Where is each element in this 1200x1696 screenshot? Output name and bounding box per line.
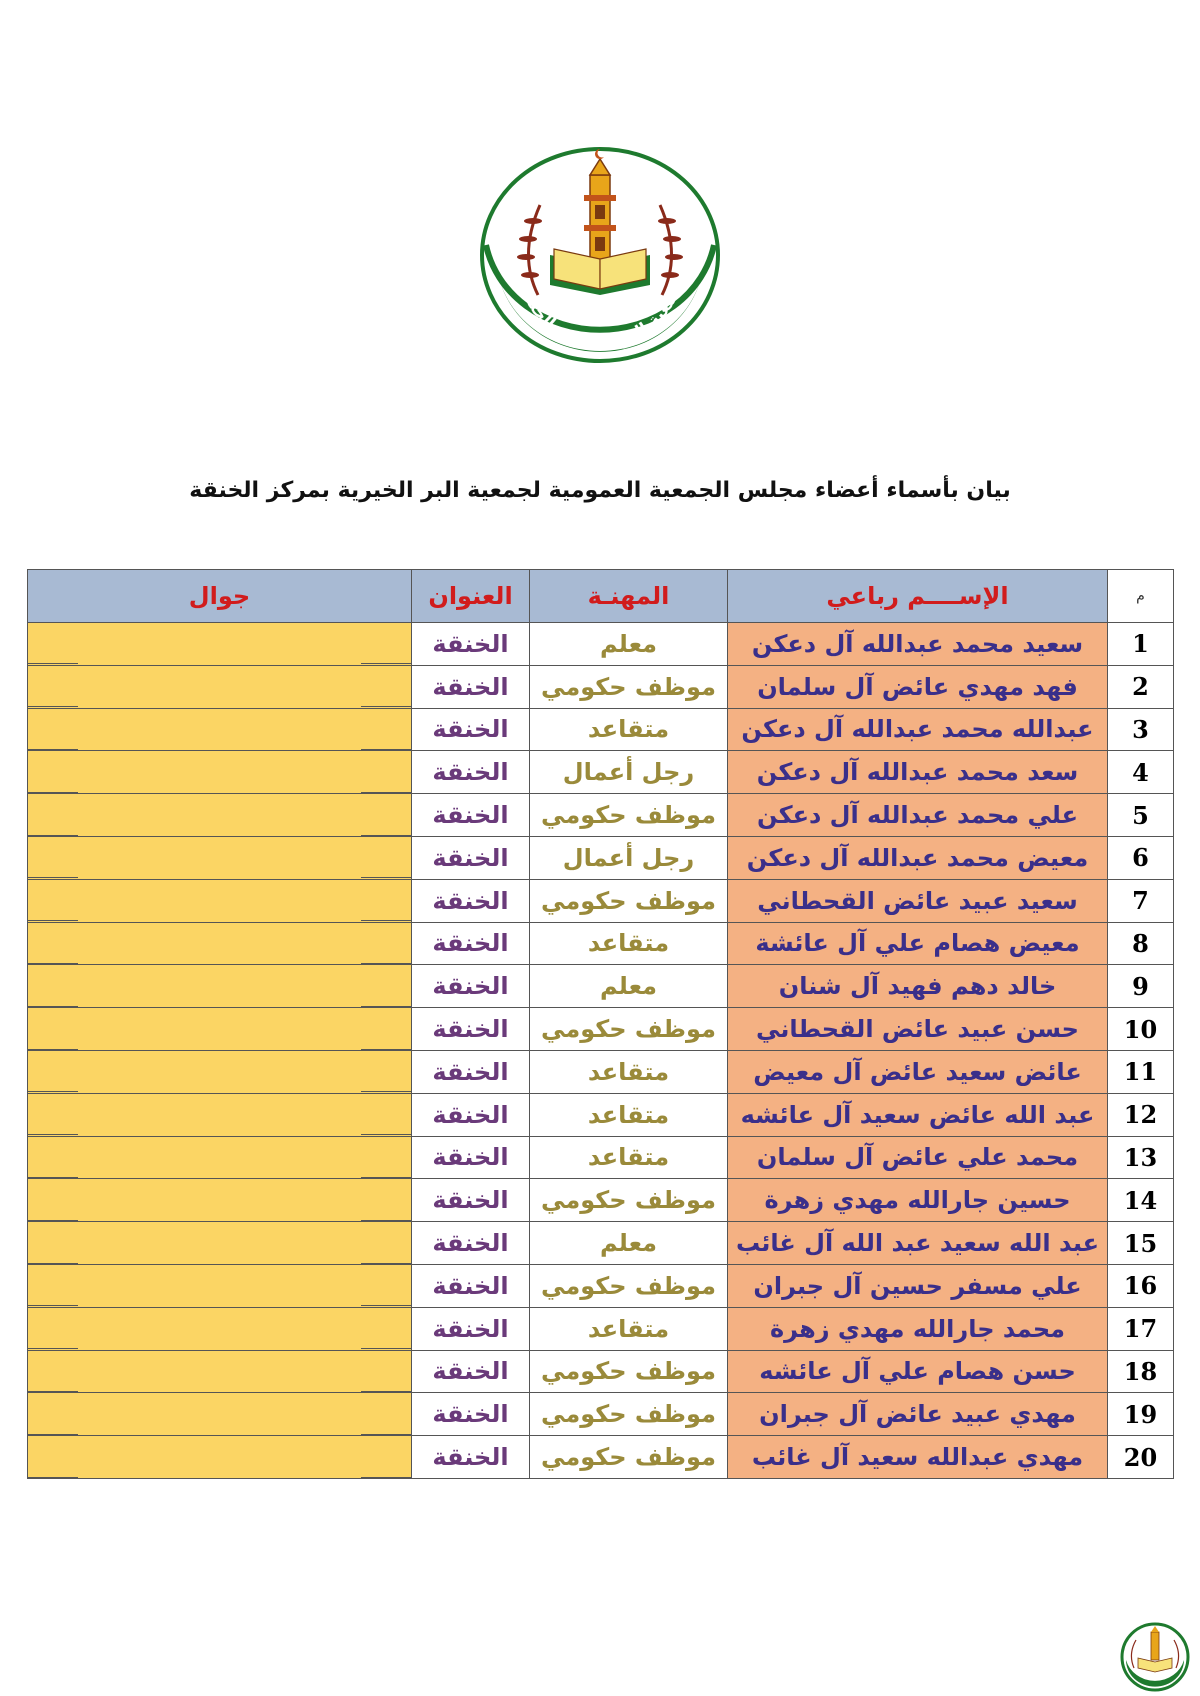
member-phone: [28, 836, 412, 879]
table-row: [28, 1008, 1174, 1051]
member-job: متقاعد: [530, 1136, 728, 1179]
row-number: 1: [1108, 623, 1174, 666]
row-number: 8: [1108, 922, 1174, 965]
row-number: 3: [1108, 708, 1174, 751]
member-address: الخنقة: [412, 836, 530, 879]
row-number: 12: [1108, 1093, 1174, 1136]
row-number: 20: [1108, 1436, 1174, 1479]
table-row: [28, 1179, 1174, 1222]
member-phone: [28, 665, 412, 708]
member-name: علي مسفر حسين آل جبران: [728, 1264, 1108, 1307]
row-number: 11: [1108, 1050, 1174, 1093]
member-phone: [28, 1307, 412, 1350]
member-address: الخنقة: [412, 1093, 530, 1136]
member-address: الخنقة: [412, 1222, 530, 1265]
member-address: الخنقة: [412, 1136, 530, 1179]
table-header-row: [28, 570, 1174, 623]
member-job: موظف حكومي: [530, 1436, 728, 1479]
row-number: 5: [1108, 794, 1174, 837]
table-row: [28, 1136, 1174, 1179]
member-phone: [28, 1050, 412, 1093]
row-number: 6: [1108, 836, 1174, 879]
logo-arc-text: جمعية البر الخيرية بالخنقة: [515, 280, 686, 353]
table-row: [28, 1307, 1174, 1350]
member-address: الخنقة: [412, 1307, 530, 1350]
member-address: الخنقة: [412, 1264, 530, 1307]
header-phone: جوال: [28, 570, 412, 623]
table-row: [28, 1350, 1174, 1393]
row-number: 9: [1108, 965, 1174, 1008]
row-number: 2: [1108, 665, 1174, 708]
member-address: الخنقة: [412, 623, 530, 666]
member-address: الخنقة: [412, 1008, 530, 1051]
member-job: موظف حكومي: [530, 794, 728, 837]
member-name: سعيد محمد عبدالله آل دعكن: [728, 623, 1108, 666]
member-name: حسين جارالله مهدي زهرة: [728, 1179, 1108, 1222]
member-phone: [28, 1350, 412, 1393]
table-row: [28, 1436, 1174, 1479]
member-address: الخنقة: [412, 922, 530, 965]
member-phone: [28, 922, 412, 965]
member-phone: [28, 1264, 412, 1307]
table-row: [28, 794, 1174, 837]
member-job: معلم: [530, 1222, 728, 1265]
row-number: 15: [1108, 1222, 1174, 1265]
member-phone: [28, 1393, 412, 1436]
row-number: 7: [1108, 879, 1174, 922]
member-job: رجل أعمال: [530, 836, 728, 879]
member-address: الخنقة: [412, 708, 530, 751]
member-phone: [28, 1136, 412, 1179]
member-name: خالد دهم فهيد آل شنان: [728, 965, 1108, 1008]
table-row: [28, 836, 1174, 879]
member-address: الخنقة: [412, 1350, 530, 1393]
table-row: [28, 708, 1174, 751]
table-row: [28, 1264, 1174, 1307]
member-address: الخنقة: [412, 1179, 530, 1222]
document-title: بيان بأسماء أعضاء مجلس الجمعية العمومية لجمعية البر الخيرية بمركز الخنقة: [189, 478, 1011, 503]
member-name: سعيد عبيد عائض القحطاني: [728, 879, 1108, 922]
members-table: [27, 569, 1174, 1479]
row-number: 10: [1108, 1008, 1174, 1051]
row-number: 14: [1108, 1179, 1174, 1222]
member-job: موظف حكومي: [530, 1008, 728, 1051]
member-phone: [28, 1222, 412, 1265]
header-number: م: [1108, 570, 1174, 623]
member-address: الخنقة: [412, 965, 530, 1008]
member-address: الخنقة: [412, 1050, 530, 1093]
member-name: معيض هصام علي آل عائشة: [728, 922, 1108, 965]
member-job: معلم: [530, 965, 728, 1008]
member-name: معيض محمد عبدالله آل دعكن: [728, 836, 1108, 879]
table-row: [28, 623, 1174, 666]
member-name: عبد الله سعيد عبد الله آل غائب: [728, 1222, 1108, 1265]
member-name: عبدالله محمد عبدالله آل دعكن: [728, 708, 1108, 751]
table-row: [28, 1393, 1174, 1436]
member-name: حسن هصام علي آل عائشه: [728, 1350, 1108, 1393]
member-name: علي محمد عبدالله آل دعكن: [728, 794, 1108, 837]
member-job: موظف حكومي: [530, 1350, 728, 1393]
member-address: الخنقة: [412, 751, 530, 794]
header-name: الإســــم رباعي: [728, 570, 1108, 623]
member-job: موظف حكومي: [530, 1179, 728, 1222]
member-phone: [28, 879, 412, 922]
member-phone: [28, 1008, 412, 1051]
member-phone: [28, 1436, 412, 1479]
member-name: محمد جارالله مهدي زهرة: [728, 1307, 1108, 1350]
member-name: فهد مهدي عائض آل سلمان: [728, 665, 1108, 708]
member-name: مهدي عبدالله سعيد آل غائب: [728, 1436, 1108, 1479]
member-address: الخنقة: [412, 879, 530, 922]
footer-logo: [1120, 1622, 1190, 1692]
member-job: موظف حكومي: [530, 1393, 728, 1436]
header-address: العنوان: [412, 570, 530, 623]
table-row: [28, 879, 1174, 922]
member-job: موظف حكومي: [530, 665, 728, 708]
row-number: 18: [1108, 1350, 1174, 1393]
member-address: الخنقة: [412, 665, 530, 708]
member-name: حسن عبيد عائض القحطاني: [728, 1008, 1108, 1051]
member-name: محمد علي عائض آل سلمان: [728, 1136, 1108, 1179]
member-phone: [28, 1093, 412, 1136]
table-row: [28, 1093, 1174, 1136]
member-job: موظف حكومي: [530, 879, 728, 922]
row-number: 16: [1108, 1264, 1174, 1307]
member-phone: [28, 751, 412, 794]
member-name: عائض سعيد عائض آل معيض: [728, 1050, 1108, 1093]
member-job: موظف حكومي: [530, 1264, 728, 1307]
member-address: الخنقة: [412, 1393, 530, 1436]
header-job: المهنـة: [530, 570, 728, 623]
member-phone: [28, 794, 412, 837]
row-number: 13: [1108, 1136, 1174, 1179]
member-job: رجل أعمال: [530, 751, 728, 794]
member-phone: [28, 623, 412, 666]
member-name: عبد الله عائض سعيد آل عائشه: [728, 1093, 1108, 1136]
row-number: 4: [1108, 751, 1174, 794]
table-row: [28, 965, 1174, 1008]
table-row: [28, 665, 1174, 708]
table-row: [28, 922, 1174, 965]
member-job: متقاعد: [530, 922, 728, 965]
table-row: [28, 1050, 1174, 1093]
row-number: 19: [1108, 1393, 1174, 1436]
member-address: الخنقة: [412, 794, 530, 837]
member-phone: [28, 708, 412, 751]
table-row: [28, 1222, 1174, 1265]
member-phone: [28, 965, 412, 1008]
member-job: متقاعد: [530, 1307, 728, 1350]
member-job: متقاعد: [530, 1050, 728, 1093]
member-job: متقاعد: [530, 1093, 728, 1136]
association-logo: [478, 145, 723, 365]
member-job: متقاعد: [530, 708, 728, 751]
row-number: 17: [1108, 1307, 1174, 1350]
member-name: سعد محمد عبدالله آل دعكن: [728, 751, 1108, 794]
table-row: [28, 751, 1174, 794]
member-address: الخنقة: [412, 1436, 530, 1479]
member-job: معلم: [530, 623, 728, 666]
member-name: مهدي عبيد عائض آل جبران: [728, 1393, 1108, 1436]
member-phone: [28, 1179, 412, 1222]
